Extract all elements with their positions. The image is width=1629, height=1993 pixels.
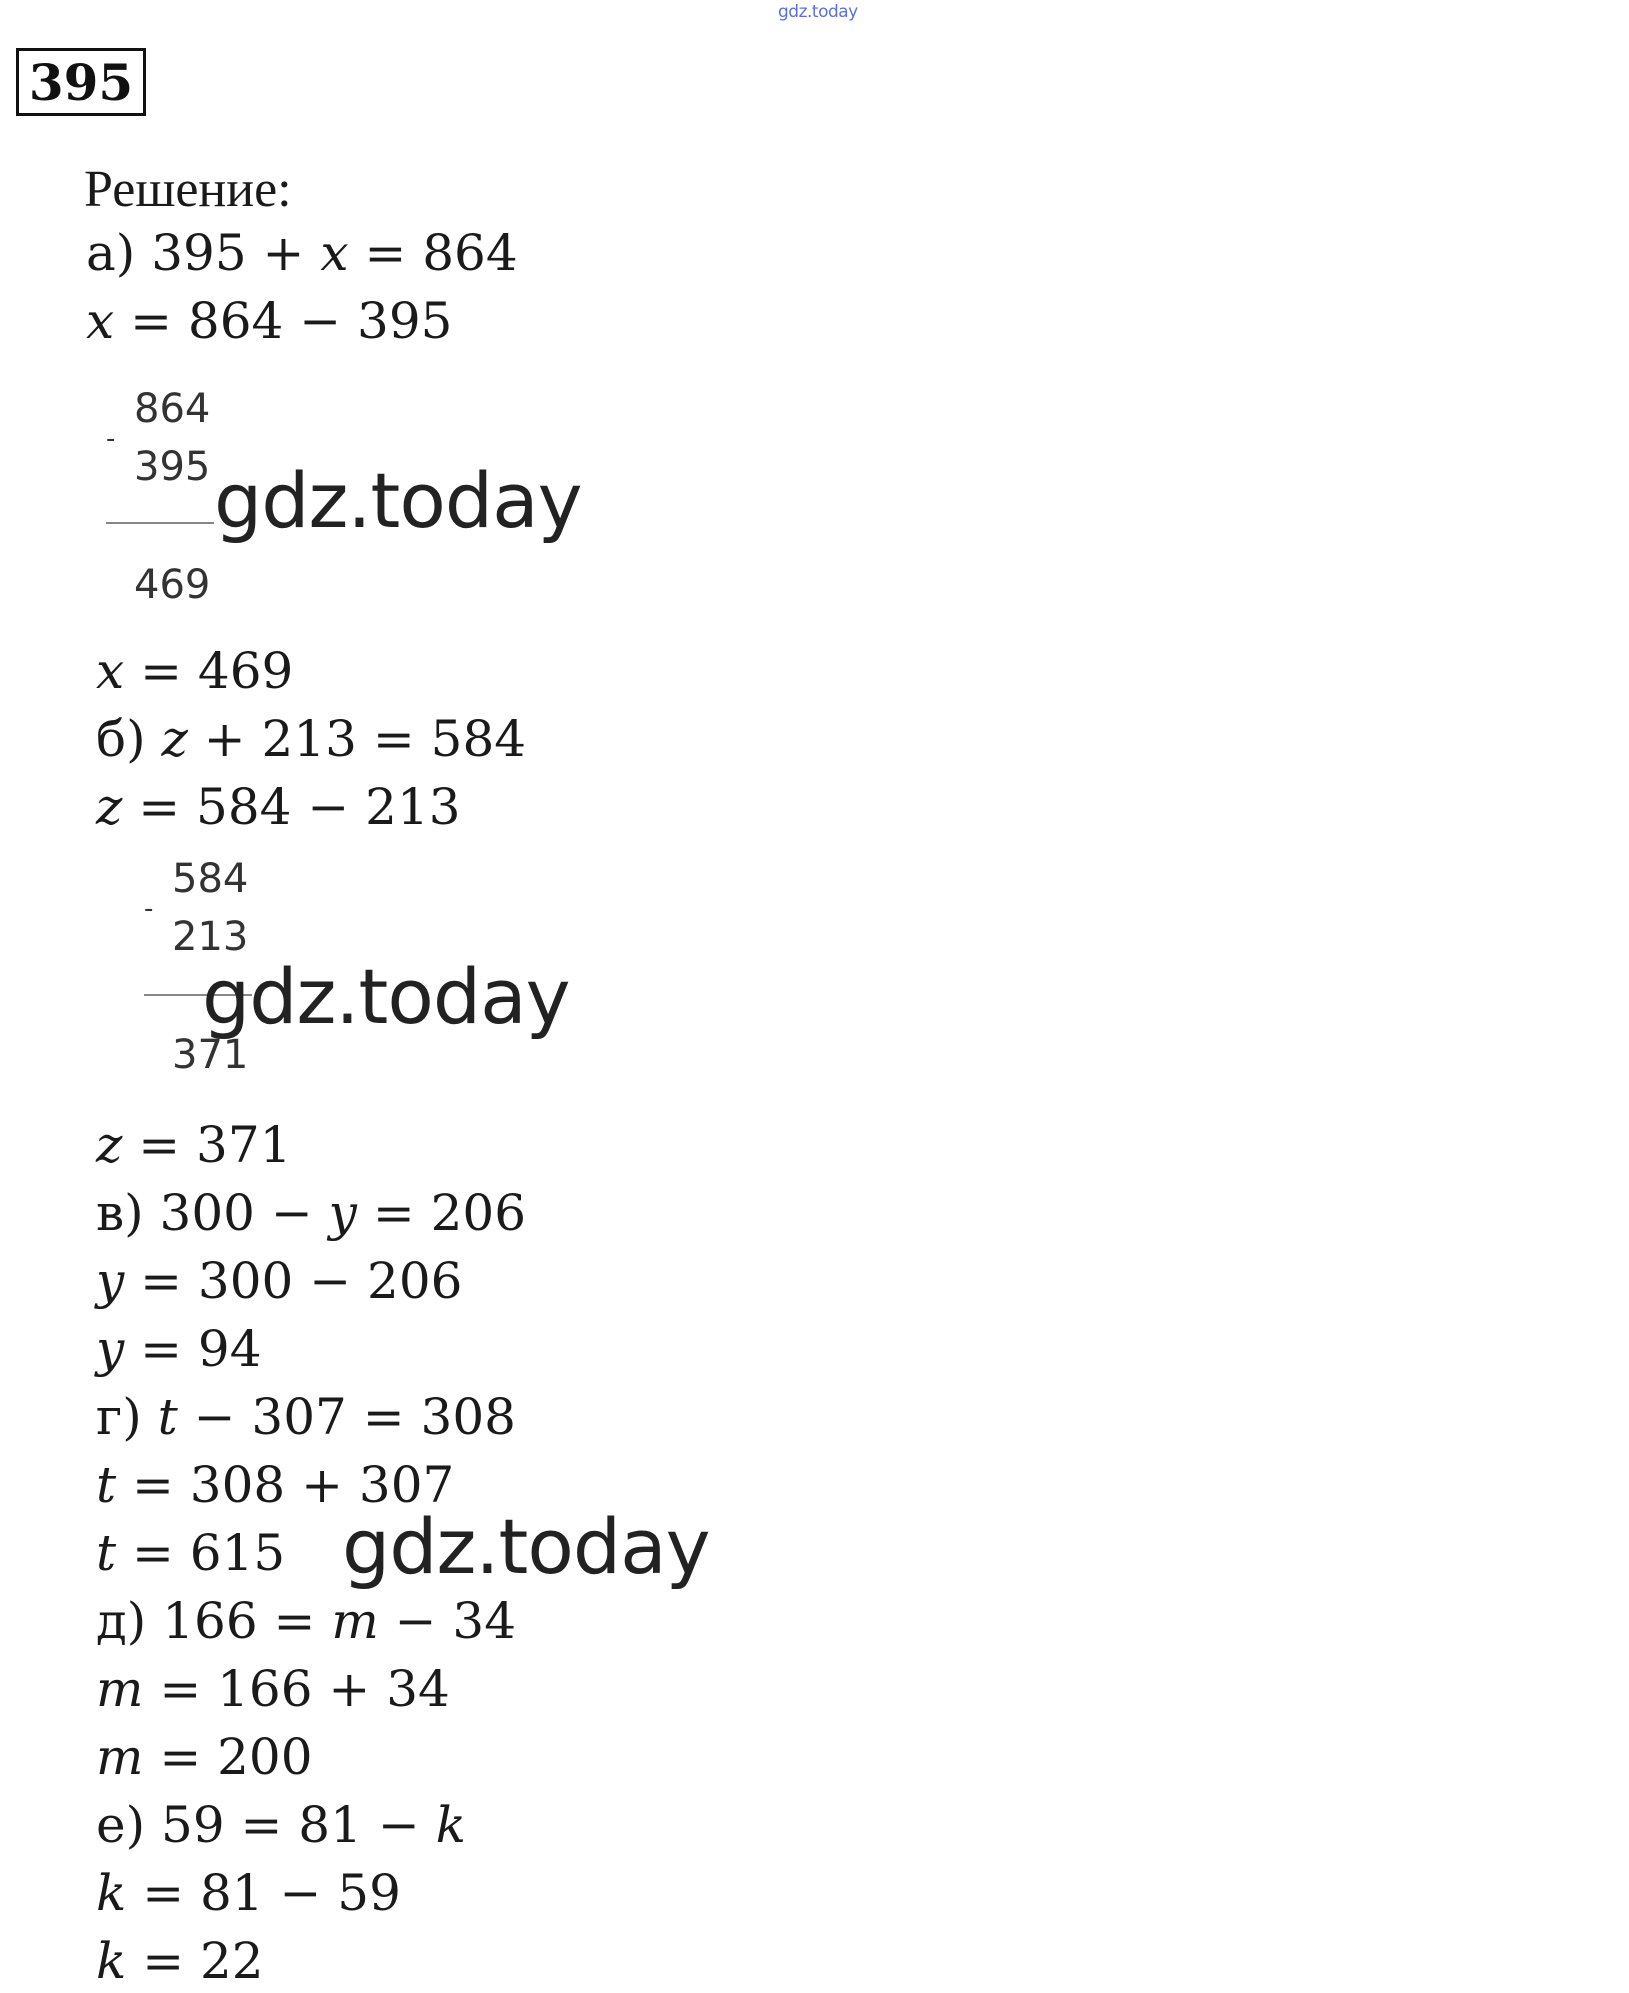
variable: k (435, 1796, 466, 1854)
eq-a-line1 (86, 224, 518, 282)
eq-f-line3 (96, 1932, 264, 1990)
variable: z (96, 1116, 123, 1174)
variable: x (320, 224, 349, 282)
expr: = 166 + 34 (143, 1660, 450, 1718)
subtrahend: 213 (172, 914, 249, 960)
variable: m (331, 1592, 379, 1650)
variable: t (96, 1524, 117, 1582)
eq-d-line3 (96, 1524, 286, 1582)
label-e: д) (96, 1592, 147, 1650)
eq-f-line1 (96, 1796, 466, 1854)
expr: = 864 − 395 (114, 292, 453, 350)
label-d: г) (96, 1388, 142, 1446)
expr: = 371 (122, 1116, 292, 1174)
watermark: gdz.today (214, 456, 582, 545)
watermark: gdz.today (202, 952, 570, 1041)
solution-heading: Решение: (84, 161, 292, 218)
result-line (106, 522, 214, 524)
expr: + 213 = 584 (187, 710, 527, 768)
variable: y (96, 1252, 125, 1310)
expr: − 307 = 308 (177, 1388, 516, 1446)
task-number: 395 (28, 52, 134, 112)
minuend: 584 (172, 856, 249, 902)
eq-c-line2 (96, 1252, 463, 1310)
eq-b-line3 (96, 1116, 292, 1174)
expr: 59 = 81 − (145, 1796, 436, 1854)
variable: m (96, 1660, 144, 1718)
difference: 371 (172, 1032, 249, 1078)
eq-e-line2 (96, 1660, 450, 1718)
expr: 166 = (146, 1592, 332, 1650)
label-b: б) (96, 710, 146, 768)
expr: = 200 (143, 1728, 313, 1786)
variable: t (157, 1388, 178, 1446)
variable: t (96, 1456, 117, 1514)
minuend: 864 (134, 386, 211, 432)
variable: x (86, 292, 115, 350)
expr: = 300 − 206 (124, 1252, 463, 1310)
minus-sign: - (144, 894, 154, 924)
label-a: а) (86, 224, 136, 282)
variable: y (328, 1184, 357, 1242)
eq-b-line1 (96, 710, 527, 768)
variable: z (96, 778, 123, 836)
eq-c-line1 (96, 1184, 527, 1242)
expr: = 615 (116, 1524, 286, 1582)
variable: x (96, 642, 125, 700)
variable: k (96, 1932, 127, 1990)
variable: z (161, 710, 188, 768)
subtrahend: 395 (134, 444, 211, 490)
watermark: gdz.today (342, 1502, 710, 1591)
expr: = 206 (356, 1184, 527, 1242)
label-c: в) (96, 1184, 144, 1242)
eq-f-line2 (96, 1864, 401, 1922)
expr: = 308 + 307 (116, 1456, 455, 1514)
eq-d-line1 (96, 1388, 516, 1446)
task-number-box (16, 48, 146, 116)
expr: = 22 (126, 1932, 264, 1990)
eq-e-line3 (96, 1728, 313, 1786)
expr: = 584 − 213 (122, 778, 461, 836)
variable: y (96, 1320, 125, 1378)
difference: 469 (134, 562, 211, 608)
expr: = 864 (348, 224, 518, 282)
expr: 395 + (135, 224, 321, 282)
expr: = 469 (124, 642, 294, 700)
column-subtraction-a (106, 386, 226, 616)
expr: = 81 − 59 (126, 1864, 401, 1922)
expr: − 34 (378, 1592, 517, 1650)
eq-a-line2 (86, 292, 453, 350)
eq-b-line2 (96, 778, 461, 836)
expr: 300 − (143, 1184, 329, 1242)
variable: k (96, 1864, 127, 1922)
eq-c-line3 (96, 1320, 262, 1378)
minus-sign: - (106, 424, 116, 454)
eq-a-line3 (96, 642, 294, 700)
watermark-top: gdz.today (778, 2, 858, 22)
eq-e-line1 (96, 1592, 517, 1650)
variable: m (96, 1728, 144, 1786)
label-f: е) (96, 1796, 146, 1854)
expr: = 94 (124, 1320, 262, 1378)
